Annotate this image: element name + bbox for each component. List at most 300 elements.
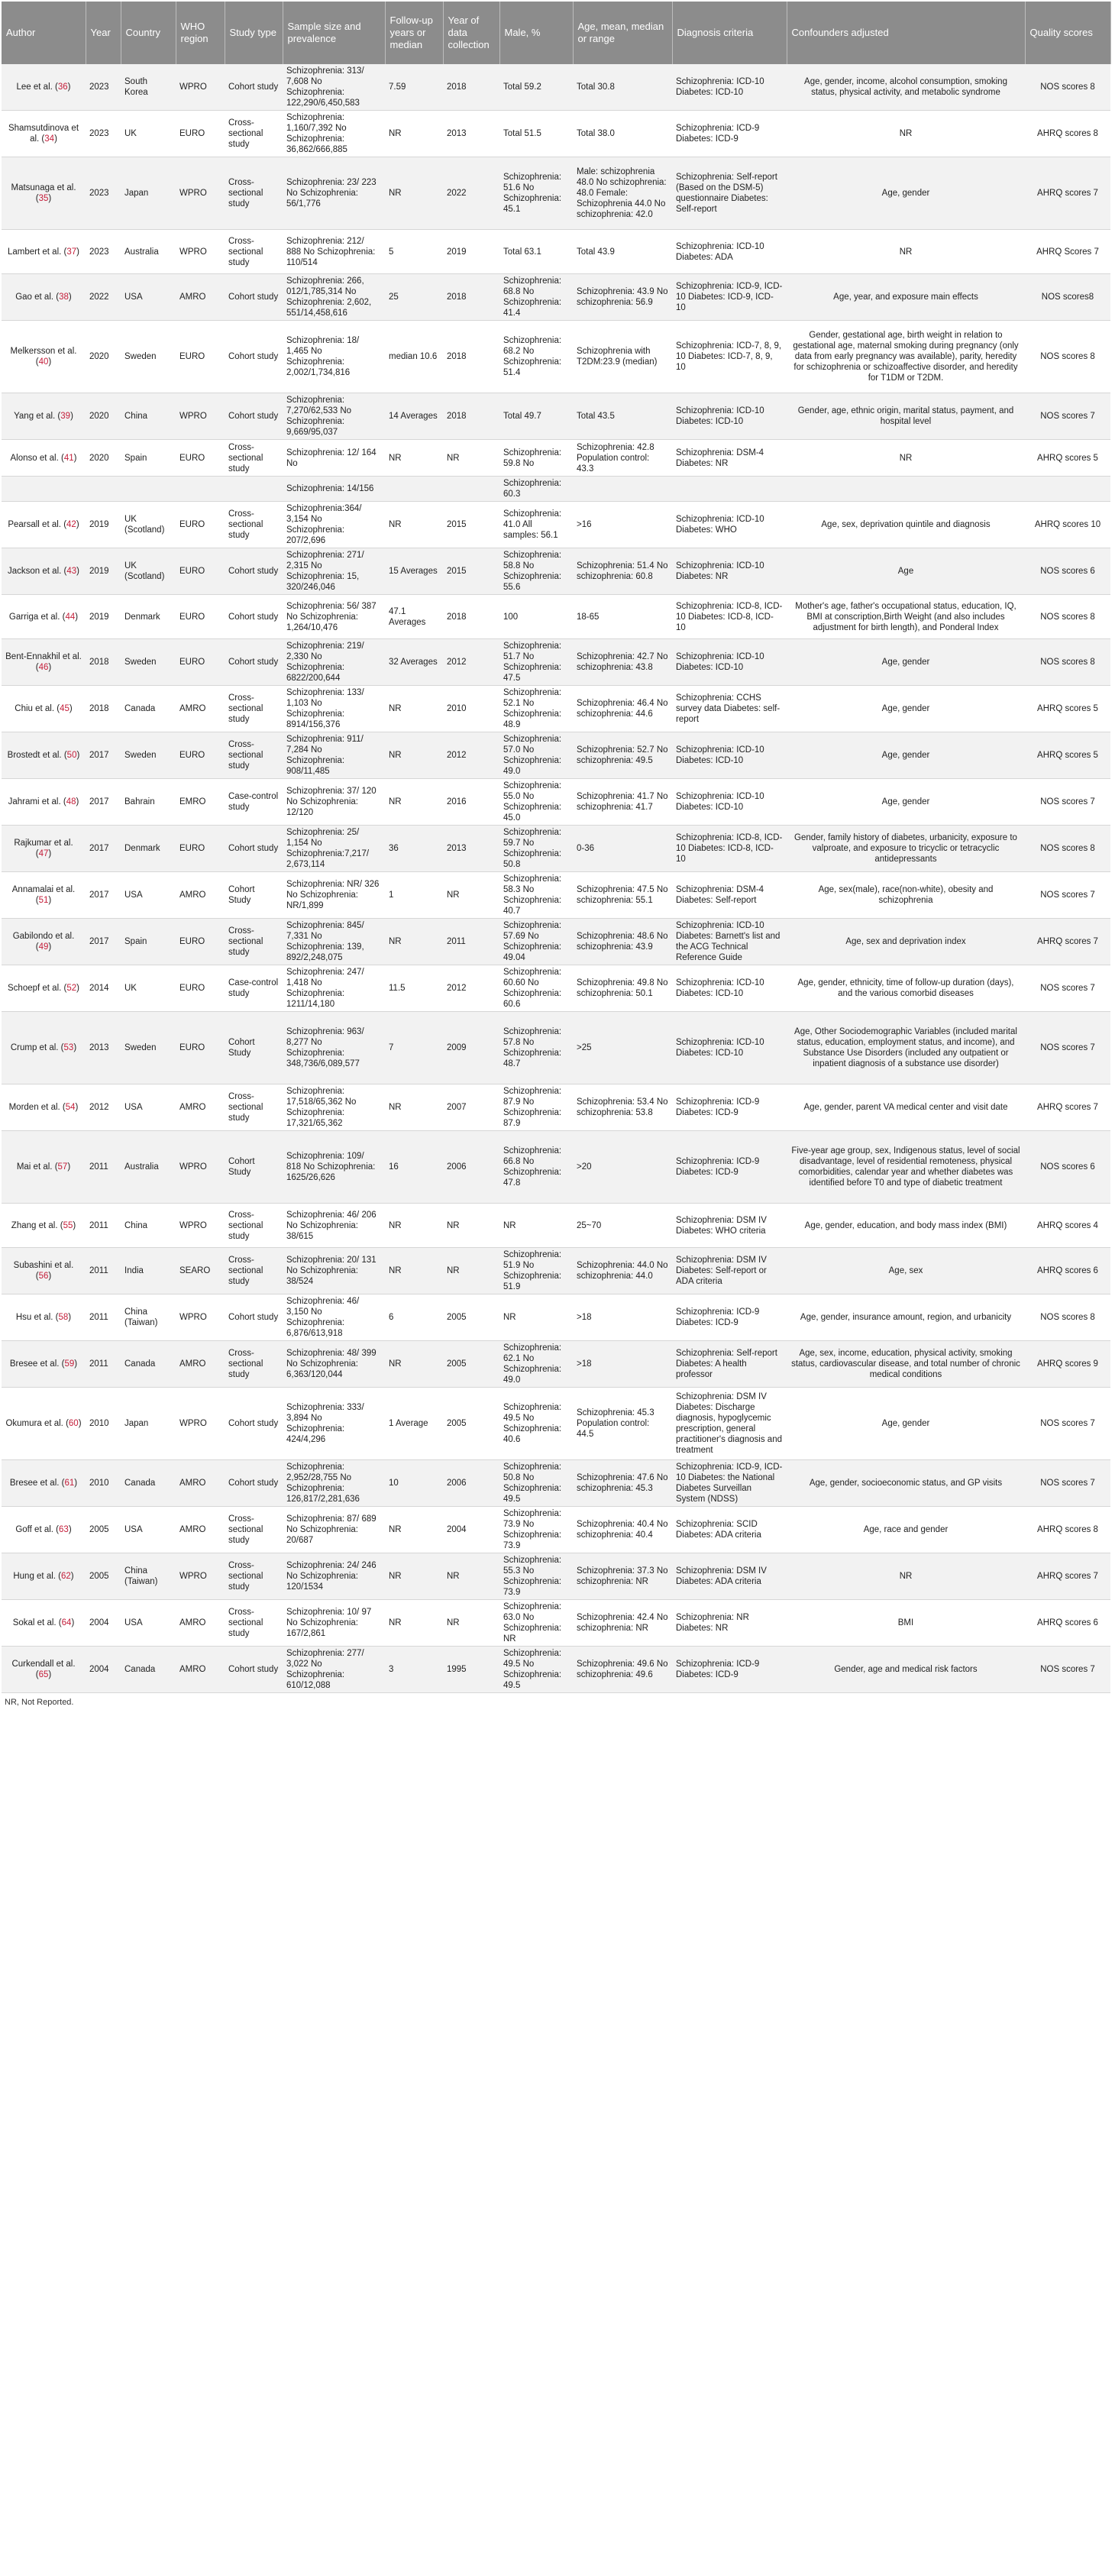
data-year-cell: 2016 <box>443 779 499 826</box>
reference-link[interactable]: 45 <box>60 704 69 713</box>
author-name: Morden et al. <box>8 1103 60 1112</box>
who-region-cell: EURO <box>176 826 225 872</box>
table-row <box>2 440 1110 477</box>
who-region-cell: EURO <box>176 639 225 686</box>
reference-link[interactable]: 41 <box>63 453 74 463</box>
who-region-cell: WPRO <box>176 157 225 230</box>
reference-link[interactable]: 61 <box>64 1479 75 1488</box>
diagnosis-cell: Schizophrenia: DSM-4 Diabetes: NR <box>672 440 787 477</box>
diagnosis-cell: Schizophrenia: ICD-10 Diabetes: Barnett's list and the ACG Technical Reference Guide <box>672 919 787 965</box>
col-header-confounders: Confounders adjusted <box>787 2 1025 64</box>
year-cell: 2023 <box>86 111 121 157</box>
who-region-cell: WPRO <box>176 1553 225 1600</box>
who-region-cell: EMRO <box>176 779 225 826</box>
reference-link[interactable]: 65 <box>38 1670 49 1679</box>
male-cell: 100 <box>499 595 573 639</box>
table-row <box>2 1553 1110 1600</box>
confounders-cell: Age, gender <box>787 779 1025 826</box>
table-row <box>2 157 1110 230</box>
followup-cell: median 10.6 <box>385 321 443 393</box>
col-header-diagnosis: Diagnosis criteria <box>672 2 787 64</box>
who-region-cell: EURO <box>176 919 225 965</box>
author-name: Sokal et al. <box>12 1618 57 1627</box>
author-cell: Yang et al. (39) <box>2 393 86 440</box>
male-cell: Schizophrenia: 55.3 No Schizophrenia: 73.9 <box>499 1553 573 1600</box>
data-year-cell: NR <box>443 1204 499 1248</box>
table-row <box>2 965 1110 1012</box>
male-cell: Schizophrenia: 49.5 No Schizophrenia: 40.6 <box>499 1388 573 1460</box>
followup-cell: NR <box>385 502 443 548</box>
confounders-cell: Age <box>787 548 1025 595</box>
author-name: Rajkumar et al. <box>14 839 73 848</box>
male-cell: Schizophrenia: 60.3 <box>499 477 573 502</box>
country-cell: UK (Scotland) <box>121 548 176 595</box>
country-cell <box>121 477 176 502</box>
diagnosis-cell: Schizophrenia: NR Diabetes: NR <box>672 1600 787 1647</box>
country-cell: USA <box>121 1600 176 1647</box>
male-cell: Total 49.7 <box>499 393 573 440</box>
study-type-cell: Cross-sectional study <box>225 1248 283 1294</box>
reference-link[interactable]: 42 <box>66 520 76 529</box>
table-row <box>2 872 1110 919</box>
study-type-cell: Cohort study <box>225 393 283 440</box>
reference-link[interactable]: 51 <box>38 896 49 905</box>
data-year-cell: 2006 <box>443 1131 499 1204</box>
author-cell: Jackson et al. (43) <box>2 548 86 595</box>
confounders-cell: Age, sex(male), race(non-white), obesity and schizophrenia <box>787 872 1025 919</box>
study-type-cell: Cohort Study <box>225 1131 283 1204</box>
confounders-cell: Age, sex <box>787 1248 1025 1294</box>
quality-cell: AHRQ scores 7 <box>1025 919 1110 965</box>
table-body <box>2 64 1110 1693</box>
author-cell: Shamsutdinova et al. (34) <box>2 111 86 157</box>
age-cell: >20 <box>573 1131 672 1204</box>
male-cell: Schizophrenia: 51.7 No Schizophrenia: 47.5 <box>499 639 573 686</box>
diagnosis-cell: Schizophrenia: ICD-9, ICD-10 Diabetes: ICD-9, ICD-10 <box>672 274 787 321</box>
author-cell: Morden et al. (54) <box>2 1084 86 1131</box>
sample-cell: Schizophrenia:364/ 3,154 No Schizophrenia: 207/2,696 <box>283 502 385 548</box>
followup-cell: NR <box>385 686 443 732</box>
author-name: Bent-Ennakhil et al. <box>5 652 82 661</box>
col-header-country: Country <box>121 2 176 64</box>
author-cell: Melkersson et al. (40) <box>2 321 86 393</box>
diagnosis-cell: Schizophrenia: ICD-10 Diabetes: ICD-10 <box>672 779 787 826</box>
followup-cell: NR <box>385 1507 443 1553</box>
who-region-cell: AMRO <box>176 1460 225 1507</box>
year-cell: 2017 <box>86 872 121 919</box>
country-cell: Sweden <box>121 639 176 686</box>
age-cell: Schizophrenia: 41.7 No schizophrenia: 41.7 <box>573 779 672 826</box>
who-region-cell <box>176 477 225 502</box>
confounders-cell: Age, gender <box>787 732 1025 779</box>
author-cell: Crump et al. (53) <box>2 1012 86 1084</box>
age-cell: Schizophrenia: 51.4 No schizophrenia: 60.8 <box>573 548 672 595</box>
year-cell: 2017 <box>86 919 121 965</box>
author-name: Jahrami et al. <box>8 797 61 806</box>
table-row <box>2 1600 1110 1647</box>
table-row <box>2 1012 1110 1084</box>
study-type-cell: Cross-sectional study <box>225 686 283 732</box>
table-row <box>2 393 1110 440</box>
sample-cell: Schizophrenia: 87/ 689 No Schizophrenia: 20/687 <box>283 1507 385 1553</box>
sample-cell: Schizophrenia: NR/ 326 No Schizophrenia: NR/1,899 <box>283 872 385 919</box>
sample-cell: Schizophrenia: 266, 012/1,785,314 No Schizophrenia: 2,602, 551/14,458,616 <box>283 274 385 321</box>
col-header-followup: Follow-up years or median <box>385 2 443 64</box>
age-cell: Total 30.8 <box>573 64 672 111</box>
study-type-cell: Cross-sectional study <box>225 111 283 157</box>
quality-cell: NOS scores 7 <box>1025 779 1110 826</box>
col-header-data-year: Year of data collection <box>443 2 499 64</box>
confounders-cell: Age, gender <box>787 639 1025 686</box>
confounders-cell <box>787 477 1025 502</box>
who-region-cell: SEARO <box>176 1248 225 1294</box>
reference-link[interactable]: 53 <box>63 1043 74 1052</box>
year-cell: 2023 <box>86 64 121 111</box>
reference-link[interactable]: 62 <box>61 1572 71 1581</box>
table-row <box>2 321 1110 393</box>
sample-cell: Schizophrenia: 17,518/65,362 No Schizophrenia: 17,321/65,362 <box>283 1084 385 1131</box>
col-header-study-type: Study type <box>225 2 283 64</box>
table-row <box>2 1388 1110 1460</box>
year-cell: 2019 <box>86 548 121 595</box>
reference-link[interactable]: 34 <box>44 134 55 144</box>
quality-cell: AHRQ scores 9 <box>1025 1341 1110 1388</box>
confounders-cell: Five-year age group, sex, Indigenous status, level of social disadvantage, level of residential remoteness, physical comorbidities, calendar year and whether diabetes was identified before T0 and type of diabetic treatment <box>787 1131 1025 1204</box>
data-year-cell: 2013 <box>443 826 499 872</box>
confounders-cell: Mother's age, father's occupational status, education, IQ, BMI at conscription,Birth Weight (and also includes adjustment for birth length), and Ponderal Index <box>787 595 1025 639</box>
year-cell: 2011 <box>86 1248 121 1294</box>
author-cell: Sokal et al. (64) <box>2 1600 86 1647</box>
country-cell: USA <box>121 1507 176 1553</box>
data-year-cell: NR <box>443 1553 499 1600</box>
author-cell: Gabilondo et al. (49) <box>2 919 86 965</box>
year-cell: 2010 <box>86 1388 121 1460</box>
author-name: Subashini et al. <box>13 1261 74 1270</box>
quality-cell: AHRQ scores 8 <box>1025 1507 1110 1553</box>
male-cell: Schizophrenia: 68.2 No Schizophrenia: 51.4 <box>499 321 573 393</box>
sample-cell: Schizophrenia: 10/ 97 No Schizophrenia: 167/2,861 <box>283 1600 385 1647</box>
confounders-cell: NR <box>787 111 1025 157</box>
diagnosis-cell: Schizophrenia: ICD-7, 8, 9, 10 Diabetes: ICD-7, 8, 9, 10 <box>672 321 787 393</box>
reference-link[interactable]: 63 <box>59 1525 69 1534</box>
reference-link[interactable]: 64 <box>61 1618 72 1627</box>
who-region-cell: EURO <box>176 111 225 157</box>
reference-link[interactable]: 56 <box>38 1272 49 1281</box>
author-name: Goff et al. <box>15 1525 53 1534</box>
data-year-cell: 2010 <box>443 686 499 732</box>
country-cell: South Korea <box>121 64 176 111</box>
sample-cell: Schizophrenia: 133/ 1,103 No Schizophrenia: 8914/156,376 <box>283 686 385 732</box>
age-cell: 0-36 <box>573 826 672 872</box>
age-cell <box>573 477 672 502</box>
data-year-cell: 2005 <box>443 1388 499 1460</box>
data-year-cell: 2018 <box>443 64 499 111</box>
col-header-sample: Sample size and prevalence <box>283 2 385 64</box>
reference-link[interactable]: 59 <box>64 1359 75 1369</box>
confounders-cell: Age, gender, education, and body mass index (BMI) <box>787 1204 1025 1248</box>
followup-cell: NR <box>385 1084 443 1131</box>
sample-cell: Schizophrenia: 7,270/62,533 No Schizophrenia: 9,669/95,037 <box>283 393 385 440</box>
followup-cell: 16 <box>385 1131 443 1204</box>
diagnosis-cell: Schizophrenia: ICD-10 Diabetes: ICD-10 <box>672 639 787 686</box>
author-cell: Curkendall et al. (65) <box>2 1647 86 1693</box>
followup-cell: 14 Averages <box>385 393 443 440</box>
sample-cell: Schizophrenia: 212/ 888 No Schizophrenia: 110/514 <box>283 230 385 274</box>
study-type-cell: Cohort study <box>225 595 283 639</box>
followup-cell: NR <box>385 1341 443 1388</box>
country-cell: China (Taiwan) <box>121 1294 176 1341</box>
study-type-cell: Cohort study <box>225 274 283 321</box>
year-cell: 2004 <box>86 1647 121 1693</box>
reference-link[interactable]: 43 <box>66 567 77 576</box>
sample-cell: Schizophrenia: 46/ 206 No Schizophrenia: 38/615 <box>283 1204 385 1248</box>
age-cell: Schizophrenia: 47.5 No schizophrenia: 55.1 <box>573 872 672 919</box>
country-cell: Japan <box>121 1388 176 1460</box>
diagnosis-cell <box>672 477 787 502</box>
table-row <box>2 502 1110 548</box>
year-cell: 2019 <box>86 595 121 639</box>
study-type-cell: Cohort study <box>225 826 283 872</box>
table-row <box>2 1204 1110 1248</box>
year-cell: 2018 <box>86 686 121 732</box>
who-region-cell: WPRO <box>176 1204 225 1248</box>
reference-link[interactable]: 35 <box>38 194 49 203</box>
author-cell: Alonso et al. (41) <box>2 440 86 477</box>
reference-link[interactable]: 38 <box>59 293 69 302</box>
year-cell: 2023 <box>86 157 121 230</box>
author-name: Melkersson et al. <box>10 347 77 356</box>
author-cell: Chiu et al. (45) <box>2 686 86 732</box>
who-region-cell: AMRO <box>176 1647 225 1693</box>
who-region-cell: AMRO <box>176 686 225 732</box>
table-row <box>2 1131 1110 1204</box>
confounders-cell: Gender, age and medical risk factors <box>787 1647 1025 1693</box>
quality-cell: NOS scores 7 <box>1025 393 1110 440</box>
reference-link[interactable]: 44 <box>65 612 76 622</box>
who-region-cell: WPRO <box>176 1388 225 1460</box>
col-header-male: Male, % <box>499 2 573 64</box>
reference-link[interactable]: 40 <box>38 357 49 367</box>
who-region-cell: EURO <box>176 1012 225 1084</box>
year-cell: 2023 <box>86 230 121 274</box>
data-year-cell: 2006 <box>443 1460 499 1507</box>
country-cell: Australia <box>121 1131 176 1204</box>
confounders-cell: NR <box>787 1553 1025 1600</box>
who-region-cell: WPRO <box>176 1131 225 1204</box>
male-cell: Schizophrenia: 58.3 No Schizophrenia: 40.7 <box>499 872 573 919</box>
country-cell: UK <box>121 111 176 157</box>
year-cell: 2011 <box>86 1204 121 1248</box>
age-cell: Male: schizophrenia 48.0 No schizophrenia: 48.0 Female: Schizophrenia 44.0 No schizophrenia: 42.0 <box>573 157 672 230</box>
sample-cell: Schizophrenia: 2,952/28,755 No Schizophrenia: 126,817/2,281,636 <box>283 1460 385 1507</box>
author-name: Hung et al. <box>13 1572 56 1581</box>
table-row <box>2 274 1110 321</box>
sample-cell: Schizophrenia: 46/ 3,150 No Schizophrenia: 6,876/613,918 <box>283 1294 385 1341</box>
data-year-cell: 2018 <box>443 321 499 393</box>
reference-link[interactable]: 47 <box>38 849 49 858</box>
country-cell: USA <box>121 274 176 321</box>
confounders-cell: NR <box>787 230 1025 274</box>
author-cell: Schoepf et al. (52) <box>2 965 86 1012</box>
male-cell: Schizophrenia: 49.5 No Schizophrenia: 49.5 <box>499 1647 573 1693</box>
country-cell: USA <box>121 1084 176 1131</box>
country-cell: Canada <box>121 1460 176 1507</box>
data-year-cell: 2011 <box>443 919 499 965</box>
male-cell: Schizophrenia: 59.7 No Schizophrenia: 50.8 <box>499 826 573 872</box>
sample-cell: Schizophrenia: 37/ 120 No Schizophrenia: 12/120 <box>283 779 385 826</box>
country-cell: Sweden <box>121 1012 176 1084</box>
confounders-cell: Age, sex and deprivation index <box>787 919 1025 965</box>
reference-link[interactable]: 49 <box>38 942 49 952</box>
reference-link[interactable]: 52 <box>66 984 77 993</box>
confounders-cell: Age, gender <box>787 686 1025 732</box>
author-name: Schoepf et al. <box>8 984 62 993</box>
reference-link[interactable]: 46 <box>38 663 49 672</box>
reference-link[interactable]: 57 <box>57 1162 68 1172</box>
who-region-cell: EURO <box>176 440 225 477</box>
diagnosis-cell: Schizophrenia: ICD-10 Diabetes: NR <box>672 548 787 595</box>
diagnosis-cell: Schizophrenia: ICD-10 Diabetes: ADA <box>672 230 787 274</box>
reference-link[interactable]: 50 <box>66 751 77 760</box>
reference-link[interactable]: 58 <box>58 1313 69 1322</box>
quality-cell: AHRQ scores 4 <box>1025 1204 1110 1248</box>
sample-cell: Schizophrenia: 109/ 818 No Schizophrenia: 1625/26,626 <box>283 1131 385 1204</box>
quality-cell: AHRQ scores 6 <box>1025 1248 1110 1294</box>
followup-cell: 7.59 <box>385 64 443 111</box>
diagnosis-cell: Schizophrenia: ICD-10 Diabetes: ICD-10 <box>672 1012 787 1084</box>
followup-cell: NR <box>385 440 443 477</box>
confounders-cell: Age, race and gender <box>787 1507 1025 1553</box>
author-cell <box>2 477 86 502</box>
quality-cell: AHRQ scores 8 <box>1025 111 1110 157</box>
followup-cell <box>385 477 443 502</box>
country-cell: China <box>121 393 176 440</box>
diagnosis-cell: Schizophrenia: ICD-10 Diabetes: ICD-10 <box>672 64 787 111</box>
age-cell: Schizophrenia: 37.3 No schizophrenia: NR <box>573 1553 672 1600</box>
quality-cell: NOS scores 8 <box>1025 1294 1110 1341</box>
data-year-cell: 2015 <box>443 548 499 595</box>
reference-link[interactable]: 39 <box>60 412 71 421</box>
followup-cell: 10 <box>385 1460 443 1507</box>
data-year-cell: 2005 <box>443 1341 499 1388</box>
quality-cell: AHRQ scores 7 <box>1025 1553 1110 1600</box>
reference-link[interactable]: 60 <box>68 1419 79 1428</box>
diagnosis-cell: Schizophrenia: ICD-9 Diabetes: ICD-9 <box>672 111 787 157</box>
reference-link[interactable]: 54 <box>65 1103 76 1112</box>
followup-cell: 5 <box>385 230 443 274</box>
reference-link[interactable]: 55 <box>63 1220 73 1230</box>
who-region-cell: WPRO <box>176 393 225 440</box>
quality-cell: AHRQ Scores 7 <box>1025 230 1110 274</box>
male-cell: NR <box>499 1294 573 1341</box>
male-cell: Schizophrenia: 58.8 No Schizophrenia: 55.6 <box>499 548 573 595</box>
country-cell: Denmark <box>121 826 176 872</box>
quality-cell: NOS scores 6 <box>1025 1131 1110 1204</box>
year-cell: 2020 <box>86 321 121 393</box>
study-type-cell: Cross-sectional study <box>225 502 283 548</box>
reference-link[interactable]: 48 <box>66 797 76 806</box>
data-year-cell: 2005 <box>443 1294 499 1341</box>
who-region-cell: AMRO <box>176 274 225 321</box>
year-cell: 2011 <box>86 1341 121 1388</box>
followup-cell: NR <box>385 111 443 157</box>
age-cell: Schizophrenia: 47.6 No schizophrenia: 45.3 <box>573 1460 672 1507</box>
country-cell: Japan <box>121 157 176 230</box>
quality-cell: NOS scores 8 <box>1025 64 1110 111</box>
author-cell: Hung et al. (62) <box>2 1553 86 1600</box>
followup-cell: NR <box>385 1204 443 1248</box>
table-row <box>2 111 1110 157</box>
who-region-cell: AMRO <box>176 1084 225 1131</box>
author-name: Curkendall et al. <box>11 1660 76 1669</box>
followup-cell: 1 Average <box>385 1388 443 1460</box>
country-cell: Sweden <box>121 321 176 393</box>
sample-cell: Schizophrenia: 333/ 3,894 No Schizophrenia: 424/4,296 <box>283 1388 385 1460</box>
sample-cell: Schizophrenia: 25/ 1,154 No Schizophrenia:7,217/ 2,673,114 <box>283 826 385 872</box>
age-cell: Schizophrenia: 45.3 Population control: 44.5 <box>573 1388 672 1460</box>
reference-link[interactable]: 36 <box>57 82 68 92</box>
diagnosis-cell: Schizophrenia: DSM IV Diabetes: Self-report or ADA criteria <box>672 1248 787 1294</box>
table-row <box>2 477 1110 502</box>
quality-cell: AHRQ scores 7 <box>1025 1084 1110 1131</box>
author-name: Zhang et al. <box>11 1220 58 1230</box>
study-type-cell: Cohort study <box>225 1388 283 1460</box>
country-cell: Spain <box>121 919 176 965</box>
confounders-cell: NR <box>787 440 1025 477</box>
author-name: Jackson et al. <box>8 567 62 576</box>
country-cell: India <box>121 1248 176 1294</box>
author-name: Bresee et al. <box>9 1479 60 1488</box>
study-type-cell: Cross-sectional study <box>225 1553 283 1600</box>
country-cell: Denmark <box>121 595 176 639</box>
confounders-cell: Age, gender, socioeconomic status, and GP visits <box>787 1460 1025 1507</box>
year-cell: 2010 <box>86 1460 121 1507</box>
author-name: Gao et al. <box>15 293 54 302</box>
year-cell: 2005 <box>86 1553 121 1600</box>
quality-cell: NOS scores8 <box>1025 274 1110 321</box>
age-cell: Schizophrenia: 42.8 Population control: 43.3 <box>573 440 672 477</box>
male-cell: Schizophrenia: 59.8 No <box>499 440 573 477</box>
year-cell: 2017 <box>86 826 121 872</box>
table-row <box>2 548 1110 595</box>
author-cell: Brostedt et al. (50) <box>2 732 86 779</box>
male-cell: Schizophrenia: 57.8 No Schizophrenia: 48.7 <box>499 1012 573 1084</box>
confounders-cell: Age, gender, insurance amount, region, and urbanicity <box>787 1294 1025 1341</box>
diagnosis-cell: Schizophrenia: ICD-9 Diabetes: ICD-9 <box>672 1131 787 1204</box>
male-cell: Schizophrenia: 66.8 No Schizophrenia: 47.8 <box>499 1131 573 1204</box>
confounders-cell: Age, gender <box>787 157 1025 230</box>
confounders-cell: Age, gender, income, alcohol consumption, smoking status, physical activity, and metabolic syndrome <box>787 64 1025 111</box>
followup-cell: NR <box>385 1600 443 1647</box>
diagnosis-cell: Schizophrenia: ICD-8, ICD-10 Diabetes: ICD-8, ICD-10 <box>672 826 787 872</box>
reference-link[interactable]: 37 <box>66 247 77 257</box>
age-cell: >25 <box>573 1012 672 1084</box>
sample-cell: Schizophrenia: 277/ 3,022 No Schizophrenia: 610/12,088 <box>283 1647 385 1693</box>
who-region-cell: WPRO <box>176 64 225 111</box>
author-cell: Okumura et al. (60) <box>2 1388 86 1460</box>
sample-cell: Schizophrenia: 247/ 1,418 No Schizophrenia: 1211/14,180 <box>283 965 385 1012</box>
author-name: Matsunaga et al. <box>11 183 76 192</box>
male-cell: Schizophrenia: 87.9 No Schizophrenia: 87.9 <box>499 1084 573 1131</box>
diagnosis-cell: Schizophrenia: CCHS survey data Diabetes: self-report <box>672 686 787 732</box>
sample-cell: Schizophrenia: 271/ 2,315 No Schizophrenia: 15, 320/246,046 <box>283 548 385 595</box>
diagnosis-cell: Schizophrenia: ICD-9 Diabetes: ICD-9 <box>672 1294 787 1341</box>
author-cell: Subashini et al. (56) <box>2 1248 86 1294</box>
table-row <box>2 230 1110 274</box>
author-cell: Bent-Ennakhil et al. (46) <box>2 639 86 686</box>
table-row <box>2 639 1110 686</box>
male-cell: Schizophrenia: 60.60 No Schizophrenia: 60.6 <box>499 965 573 1012</box>
